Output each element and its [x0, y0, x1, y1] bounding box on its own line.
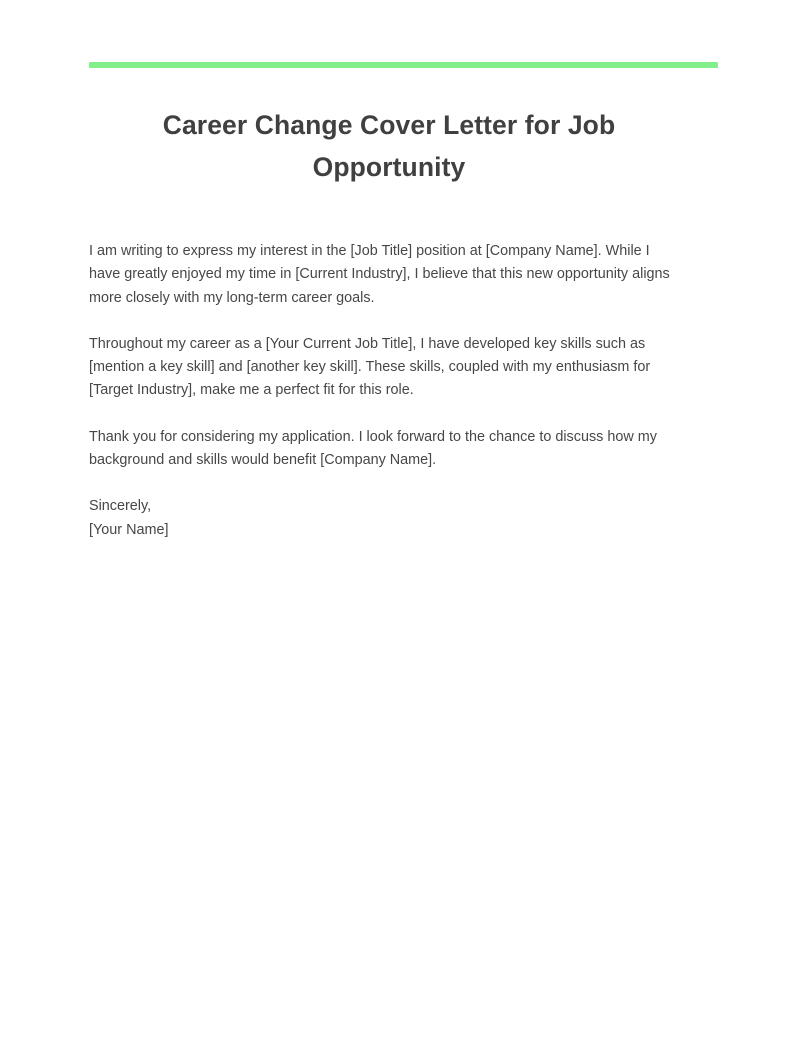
letter-paragraph: Throughout my career as a [Your Current Job Title], I have developed key skills such as [mention a key skill] and [another key skill]. These skills, coupled with my enthusiasm for [Target Industry], make me a perfect fit for this role. — [89, 335, 651, 399]
page-title: Career Change Cover Letter for Job Opportunity — [162, 110, 616, 182]
letter-body — [89, 240, 671, 542]
letter-paragraph: Thank you for considering my application. I look forward to the chance to discuss how my background and skills would benefit [Company Name]. — [89, 428, 657, 469]
letter-paragraph: I am writing to express my interest in the [Job Title] position at [Company Name]. While I have greatly enjoyed my time in [Current Industry], I believe that this new opportunity aligns more closely with my long-term career goals. — [89, 243, 670, 306]
accent-divider — [89, 62, 718, 68]
closing-signature: [Your Name] — [89, 521, 169, 538]
closing-salutation: Sincerely, — [89, 498, 152, 515]
letter-closing — [89, 495, 671, 542]
